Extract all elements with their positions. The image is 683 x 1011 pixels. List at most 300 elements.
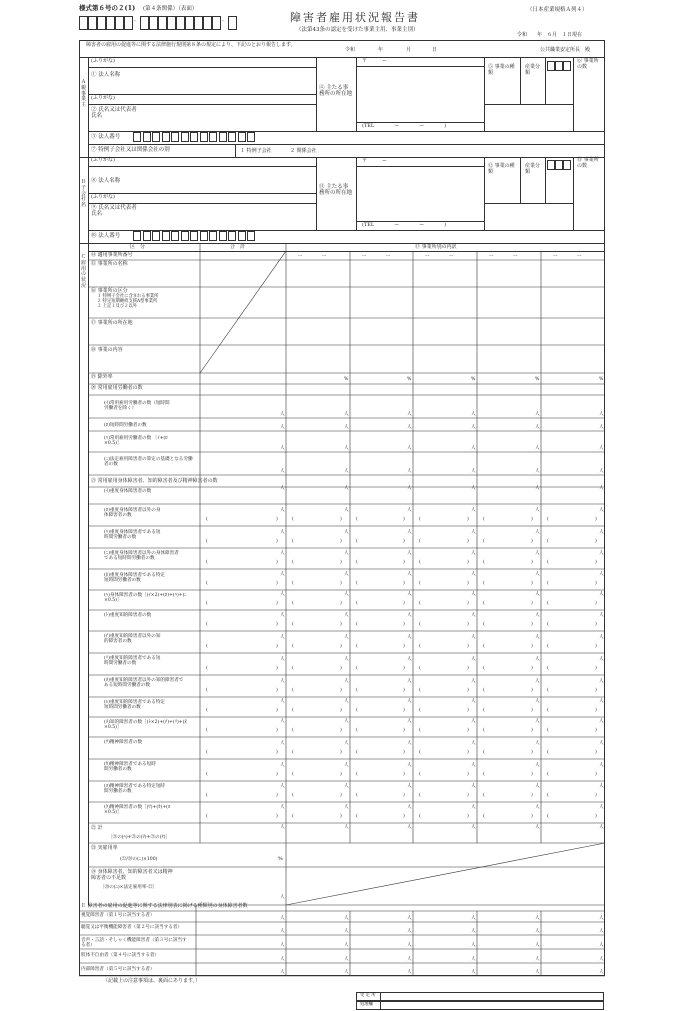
unit-person: 人: [344, 508, 349, 513]
unit-person: 人: [599, 699, 604, 704]
row-16: ⑯ 事業所の区分: [91, 288, 128, 294]
unit-person: 人: [599, 957, 604, 962]
unit-person: 人: [471, 943, 476, 948]
unit-person: 人: [344, 741, 349, 746]
paren-open: (: [292, 728, 294, 733]
b-corp-name-label: ⑧ 法人名称: [91, 178, 121, 184]
paren-close: ): [531, 772, 533, 777]
exclusion-rate-percent: %: [599, 377, 604, 382]
a-corp-name-label: ① 法人名称: [91, 72, 121, 78]
unit-person: 人: [280, 970, 285, 975]
unit-person: 人: [599, 719, 604, 724]
paren-close: ): [276, 666, 278, 671]
paren-close: ): [403, 688, 405, 693]
paren-close: ): [276, 581, 278, 586]
page-title: 障害者雇用状況報告書: [290, 11, 420, 24]
unit-person: 人: [280, 469, 285, 474]
paren-close: ): [340, 622, 342, 627]
paren-open: (: [483, 601, 485, 606]
paren-close: ): [403, 814, 405, 819]
paren-open: (: [483, 517, 485, 522]
unit-person: 人: [599, 784, 604, 789]
stamp-label-2: 処理欄: [360, 1002, 373, 1007]
paren-open: (: [419, 560, 421, 565]
unit-person: 人: [344, 530, 349, 535]
paren-open: (: [206, 581, 208, 586]
paren-close: ): [467, 601, 469, 606]
paren-open: (: [292, 708, 294, 713]
paren-close: ): [531, 666, 533, 671]
unit-person: 人: [280, 635, 285, 640]
unit-person: 人: [599, 679, 604, 684]
paren-close: ): [595, 666, 597, 671]
paren-close: ): [276, 539, 278, 544]
row-21-yo: (ﾖ)精神障害者である特定短時間労働者の数: [104, 784, 166, 795]
unit-person: 人: [280, 530, 285, 535]
paren-close: ): [467, 666, 469, 671]
unit-person: 人: [344, 657, 349, 662]
paren-open: (: [547, 814, 549, 819]
paren-open: (: [547, 517, 549, 522]
section-b-label: Ｂ 子会社名: [80, 179, 86, 208]
unit-person: 人: [535, 679, 540, 684]
paren-close: ): [403, 601, 405, 606]
stamp-label-1: 受 定 所: [360, 993, 376, 998]
paren-close: ): [403, 517, 405, 522]
office-addressee: 公共職業安定所長 殿: [540, 47, 591, 53]
b-tel: (TEL ー ー ): [362, 222, 447, 228]
paren-close: ): [340, 601, 342, 606]
row-21-he: (ﾍ)身体障害者の数［(ｲ×2)+(ﾛ)+(ﾊ)+(ﾆ×0.5)］: [104, 593, 187, 604]
paren-open: (: [356, 772, 358, 777]
unit-person: 人: [471, 763, 476, 768]
page-subtitle: （法第43条の認定を受けた事業主用、事業主別）: [296, 27, 419, 33]
paren-close: ): [276, 517, 278, 522]
b-opt-1[interactable]: １ 特例子会社: [240, 148, 272, 154]
paren-open: (: [483, 622, 485, 627]
paren-open: (: [356, 644, 358, 649]
paren-close: ): [467, 517, 469, 522]
paren-open: (: [292, 517, 294, 522]
unit-person: 人: [471, 551, 476, 556]
row-21-ni: (ﾆ)重度身体障害者以外の身体障害者である短時間労働者の数: [104, 551, 179, 562]
paren-open: (: [356, 750, 358, 755]
a-corp-no-label: ③ 法人番号: [91, 134, 121, 140]
unit-person: 人: [407, 741, 412, 746]
paren-close: ): [340, 688, 342, 693]
date-month: 月: [406, 47, 412, 53]
paren-open: (: [206, 814, 208, 819]
unit-person: 人: [471, 970, 476, 975]
office-no-dash: ー: [449, 254, 454, 259]
section-c-label: Ｃ 雇用の状況: [80, 254, 86, 289]
paren-close: ): [276, 560, 278, 565]
unit-person: 人: [407, 592, 412, 597]
unit-person: 人: [599, 825, 604, 830]
unit-person: 人: [535, 446, 540, 451]
office-no-dash: ー: [489, 254, 494, 259]
b-biz-type-label: ⑫ 事業の種類: [488, 163, 515, 175]
row-21-ho: (ﾎ)重度身体障害者である特定短時間労働者の数: [104, 573, 166, 584]
unit-person: 人: [344, 469, 349, 474]
paren-close: ): [340, 644, 342, 649]
unit-person: 人: [471, 929, 476, 934]
unit-person: 人: [471, 657, 476, 662]
unit-person: 人: [535, 957, 540, 962]
unit-person: 人: [599, 657, 604, 662]
row-20-i: (ｲ)常用雇用労働者の数（短時間労働者を除く）: [104, 401, 170, 412]
row-21-i: (ｲ)重度身体障害者の数: [104, 489, 152, 494]
paren-close: ): [340, 560, 342, 565]
paren-open: (: [206, 601, 208, 606]
row-19: ⑲ 除外率: [91, 374, 113, 380]
unit-person: 人: [407, 929, 412, 934]
paren-open: (: [547, 581, 549, 586]
unit-person: 人: [471, 957, 476, 962]
paren-close: ): [467, 750, 469, 755]
paren-open: (: [547, 688, 549, 693]
paren-open: (: [356, 728, 358, 733]
paren-close: ): [340, 750, 342, 755]
paren-open: (: [206, 793, 208, 798]
unit-person: 人: [535, 657, 540, 662]
paren-open: (: [483, 728, 485, 733]
row-14: ⑭ 適用事業所番号: [91, 252, 133, 258]
paren-open: (: [547, 750, 549, 755]
unit-person: 人: [535, 699, 540, 704]
row-21-nu: (ﾇ)重度知的障害者以外の知的障害者である短時間労働者の数: [104, 678, 184, 689]
paren-close: ): [340, 581, 342, 586]
office-no-dash: ー: [322, 254, 327, 259]
row-24: ㉔ 身体障害者、知的障害者又は精神障害者の不足数: [91, 869, 173, 881]
unit-person: 人: [344, 957, 349, 962]
paren-open: (: [292, 644, 294, 649]
paren-close: ): [595, 581, 597, 586]
unit-person: 人: [471, 530, 476, 535]
office-no-dash: ー: [298, 254, 303, 259]
unit-person: 人: [471, 508, 476, 513]
row-16-opt2: ２ 特定短期継続支援A型事業所: [97, 299, 158, 304]
unit-person: 人: [280, 805, 285, 810]
paren-open: (: [547, 728, 549, 733]
unit-person: 人: [407, 699, 412, 704]
exclusion-rate-percent: %: [471, 377, 476, 382]
paren-open: (: [547, 793, 549, 798]
section-e-label: Ｅ 障害者の雇用の促進等に関する法律別表に掲げる種類別の身体障害者数: [81, 903, 248, 909]
unit-person: 人: [407, 530, 412, 535]
paren-close: ): [403, 666, 405, 671]
unit-person: 人: [407, 916, 412, 921]
unit-person: 人: [280, 763, 285, 768]
section-a-label: Ａ 親事業主: [80, 79, 86, 108]
unit-person: 人: [344, 446, 349, 451]
unit-person: 人: [344, 719, 349, 724]
paren-close: ): [340, 708, 342, 713]
exclusion-rate-percent: %: [535, 377, 540, 382]
paren-open: (: [483, 666, 485, 671]
row-21: ㉑ 常用雇用身体障害者、知的障害者及び精神障害者の数: [91, 478, 218, 484]
paren-close: ): [531, 560, 533, 565]
unit-person: 人: [407, 957, 412, 962]
unit-person: 人: [407, 446, 412, 451]
paren-open: (: [206, 622, 208, 627]
paren-open: (: [206, 644, 208, 649]
paren-open: (: [547, 644, 549, 649]
row-21-chi: (ﾁ)重度知的障害者以外の知的障害者の数: [104, 634, 161, 645]
paren-open: (: [547, 708, 549, 713]
paren-close: ): [276, 772, 278, 777]
paren-open: (: [356, 814, 358, 819]
a-biz-type-label: ⑤ 事業の種類: [488, 64, 515, 76]
paren-close: ): [595, 750, 597, 755]
unit-person: 人: [344, 763, 349, 768]
unit-person: 人: [599, 943, 604, 948]
office-no-dash: ー: [386, 254, 391, 259]
paren-close: ): [403, 728, 405, 733]
row-21-ri: (ﾘ)重度知的障害者である短時間労働者の数: [104, 656, 161, 667]
paren-close: ): [531, 601, 533, 606]
paren-close: ): [595, 688, 597, 693]
unit-person: 人: [535, 469, 540, 474]
unit-person: 人: [471, 741, 476, 746]
unit-person: 人: [471, 784, 476, 789]
a-rep-name-label: ② 氏名又は代表者氏名: [91, 107, 137, 120]
unit-person: 人: [407, 784, 412, 789]
unit-person: 人: [535, 530, 540, 535]
col-kubun: 区 分: [130, 244, 146, 250]
unit-person: 人: [344, 551, 349, 556]
paren-open: (: [356, 517, 358, 522]
unit-person: 人: [599, 929, 604, 934]
paren-close: ): [276, 688, 278, 693]
paren-open: (: [483, 793, 485, 798]
paren-close: ): [276, 644, 278, 649]
unit-person: 人: [280, 486, 285, 491]
unit-person: 人: [344, 943, 349, 948]
row-21-ro: (ﾛ)重度身体障害者以外の身体障害者の数: [104, 508, 161, 519]
unit-person: 人: [471, 805, 476, 810]
paren-close: ): [467, 708, 469, 713]
paren-open: (: [292, 581, 294, 586]
b-opt-2[interactable]: ２ 関係会社: [290, 148, 317, 154]
unit-person: 人: [280, 929, 285, 934]
paren-close: ): [340, 793, 342, 798]
unit-person: 人: [471, 719, 476, 724]
unit-person: 人: [599, 635, 604, 640]
unit-person: 人: [471, 572, 476, 577]
row-15: ⑮ 事業所の名称: [91, 261, 128, 267]
unit-person: 人: [344, 412, 349, 417]
b-rep-name-label: ⑨ 氏名又は代表者氏名: [91, 205, 137, 218]
paren-open: (: [483, 772, 485, 777]
paren-open: (: [483, 581, 485, 586]
unit-person: 人: [599, 530, 604, 535]
row-24-formula: ［⑳の(ﾆ)×法定雇用率-㉒］: [100, 885, 158, 890]
unit-person: 人: [344, 929, 349, 934]
paren-close: ): [467, 644, 469, 649]
row-16-opt1: １ 特例子会社に含まれる事業所: [97, 294, 159, 299]
form-code: 様式第６号の２(1): [79, 4, 136, 12]
unit-person: 人: [407, 572, 412, 577]
unit-person: 人: [471, 825, 476, 830]
paren-open: (: [356, 581, 358, 586]
unit-person: 人: [599, 613, 604, 618]
paren-open: (: [356, 688, 358, 693]
paren-close: ): [340, 814, 342, 819]
unit-person: 人: [280, 592, 285, 597]
paper-standard: （日本産業規格Ａ列４）: [527, 7, 588, 13]
unit-person: 人: [280, 741, 285, 746]
paren-close: ): [595, 814, 597, 819]
paren-open: (: [356, 666, 358, 671]
unit-person: 人: [535, 763, 540, 768]
unit-person: 人: [280, 679, 285, 684]
paren-close: ): [276, 814, 278, 819]
paren-open: (: [292, 539, 294, 544]
row-21-wo: (ｦ)知的障害者の数［(ﾄ×2)+(ﾁ)+(ﾘ)+(ﾇ×0.5)］: [104, 720, 187, 731]
stamp-row-1[interactable]: [356, 992, 604, 1001]
paren-close: ): [595, 539, 597, 544]
paren-open: (: [206, 688, 208, 693]
unit-person: 人: [344, 805, 349, 810]
row-21-ru: (ﾙ)重度知的障害者である特定短時間労働者の数: [104, 700, 166, 711]
form-note: (第４条関係）（表面）: [143, 6, 198, 12]
paren-open: (: [547, 539, 549, 544]
paren-close: ): [467, 560, 469, 565]
unit-person: 人: [599, 572, 604, 577]
row-23-formula: (㉒/⑳の(ﾆ)×100): [120, 857, 158, 862]
exclusion-rate-percent: %: [407, 377, 412, 382]
unit-person: 人: [280, 446, 285, 451]
unit-person: 人: [407, 805, 412, 810]
unit-person: 人: [407, 508, 412, 513]
unit-person: 人: [344, 486, 349, 491]
paren-open: (: [547, 666, 549, 671]
paren-close: ): [276, 728, 278, 733]
paren-open: (: [356, 708, 358, 713]
unit-person: 人: [280, 916, 285, 921]
office-no-dash: ー: [513, 254, 518, 259]
a-industry-label: 産業分類: [525, 64, 541, 76]
stamp-row-2[interactable]: [356, 1001, 604, 1010]
paren-close: ): [595, 560, 597, 565]
paren-open: (: [419, 517, 421, 522]
paren-close: ): [467, 581, 469, 586]
paren-close: ): [531, 814, 533, 819]
row-20-ha: (ﾊ)常用雇用労働者の数 ［ｲ+(ﾛ×0.5)］: [104, 436, 168, 447]
unit-person: 人: [535, 572, 540, 577]
paren-close: ): [467, 772, 469, 777]
paren-close: ): [595, 622, 597, 627]
unit-person: 人: [280, 657, 285, 662]
paren-open: (: [292, 622, 294, 627]
paren-open: (: [356, 539, 358, 544]
footer-note: （記載上の注意事項は、裏面にあります。）: [103, 978, 201, 984]
paren-open: (: [547, 601, 549, 606]
paren-open: (: [292, 601, 294, 606]
paren-close: ): [595, 601, 597, 606]
b-office-count-label: ⑬ 事業所の数: [577, 157, 599, 169]
unit-person: 人: [535, 719, 540, 724]
b-corp-no-label: ⑩ 法人番号: [91, 233, 121, 239]
unit-person: 人: [535, 741, 540, 746]
unit-person: 人: [471, 469, 476, 474]
paren-close: ): [403, 644, 405, 649]
b-furigana-2: (ふりがな): [91, 194, 115, 200]
unit-person: 人: [407, 657, 412, 662]
unit-person: 人: [344, 592, 349, 597]
unit-person: 人: [599, 741, 604, 746]
paren-close: ): [595, 644, 597, 649]
row-22-sub: ［㉑の(ﾍ)+㉑の(ｦ)+㉑の(ﾀ)］: [108, 835, 171, 840]
paren-close: ): [403, 772, 405, 777]
paren-open: (: [483, 560, 485, 565]
e-row-1: 視覚障害者（第１号に該当する者）: [81, 913, 155, 918]
e-row-4: 肢体不自由者（第４号に該当する者）: [81, 953, 160, 958]
a-furigana-1: (ふりがな): [91, 58, 115, 64]
paren-open: (: [419, 814, 421, 819]
paren-open: (: [292, 814, 294, 819]
row-21-ha: (ﾊ)重度身体障害者である短時間労働者の数: [104, 530, 161, 541]
paren-close: ): [276, 601, 278, 606]
unit-person: 人: [407, 943, 412, 948]
paren-close: ): [467, 622, 469, 627]
unit-person: 人: [535, 425, 540, 430]
paren-open: (: [547, 560, 549, 565]
unit-person: 人: [344, 970, 349, 975]
unit-person: 人: [407, 425, 412, 430]
unit-person: 人: [535, 784, 540, 789]
paren-close: ): [531, 750, 533, 755]
paren-close: ): [595, 772, 597, 777]
paren-close: ): [595, 793, 597, 798]
paren-close: ): [276, 708, 278, 713]
paren-open: (: [547, 772, 549, 777]
exclusion-rate-percent: %: [344, 377, 349, 382]
paren-close: ): [276, 750, 278, 755]
paren-open: (: [419, 601, 421, 606]
b-furigana-1: (ふりがな): [91, 157, 115, 163]
row-20-ni: (ﾆ)法定雇用障害者の算定の基礎となる労働者の数: [104, 457, 193, 468]
unit-person: 人: [599, 412, 604, 417]
paren-close: ): [467, 728, 469, 733]
row-21-ka: (ｶ)精神障害者である短時間労働者の数: [104, 762, 156, 773]
row-16-opt3: ３ 上記１及び２以外: [97, 304, 138, 309]
row-20: ⑳ 常用雇用労働者の数: [91, 385, 143, 391]
unit-person: 人: [599, 805, 604, 810]
paren-open: (: [206, 560, 208, 565]
paren-open: (: [206, 750, 208, 755]
unit-person: 人: [280, 508, 285, 513]
intro-text: 障害者の雇用の促進等に関する法律施行規則第８条の規定により、下記のとおり報告します。: [86, 42, 296, 48]
unit-person: 人: [599, 592, 604, 597]
unit-person: 人: [535, 943, 540, 948]
unit-person: 人: [599, 970, 604, 975]
unit-person: 人: [471, 699, 476, 704]
paren-close: ): [276, 793, 278, 798]
unit-person: 人: [344, 635, 349, 640]
paren-close: ): [595, 517, 597, 522]
paren-close: ): [467, 688, 469, 693]
unit-person: 人: [344, 425, 349, 430]
paren-open: (: [206, 539, 208, 544]
paren-open: (: [356, 622, 358, 627]
unit-person: 人: [344, 613, 349, 618]
e-row-3: 音声・言語・そしゃく機能障害者（第３号に該当する者）: [81, 938, 187, 949]
unit-person: 人: [535, 508, 540, 513]
paren-open: (: [292, 772, 294, 777]
paren-close: ): [467, 814, 469, 819]
